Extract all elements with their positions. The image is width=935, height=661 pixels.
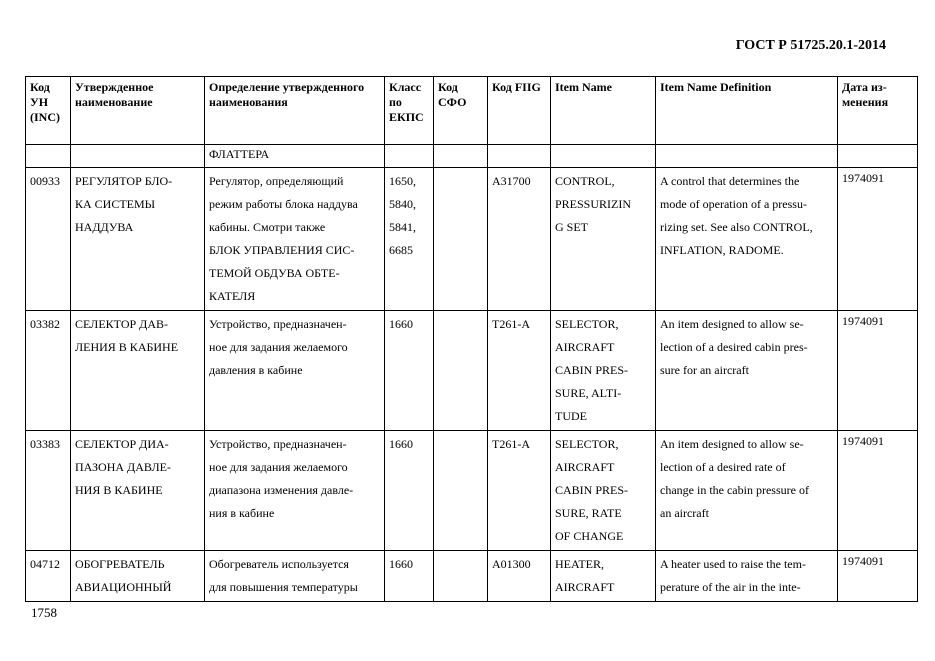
cell-item-def-line: INFLATION, RADOME.: [660, 243, 784, 257]
cell-name-line: АВИАЦИОННЫЙ: [75, 580, 172, 594]
col-header-item-name: Item Name: [551, 77, 656, 145]
cell-definition-line: для повышения температуры: [209, 580, 358, 594]
cell-definition: [205, 311, 385, 431]
cell-item-def-line: perature of the air in the inte-: [660, 580, 801, 594]
cell-code: 00933: [26, 168, 71, 311]
classifier-table: [25, 76, 918, 602]
cell-fiig: T261-A: [488, 431, 551, 551]
cell-name-line: ОБОГРЕВАТЕЛЬ: [75, 557, 165, 571]
cell-definition: [205, 551, 385, 602]
cell-date: 1974091: [838, 431, 918, 551]
cell-definition-line: давления в кабине: [209, 363, 303, 377]
col-header-item-def: Item Name Definition: [656, 77, 838, 145]
cell-name-line: КА СИСТЕМЫ: [75, 197, 156, 211]
cell-date: 1974091: [838, 168, 918, 311]
cell-class-line: 1660: [389, 437, 413, 451]
cell-item-def-line: An item designed to allow se-: [660, 437, 804, 451]
cell-code: 03382: [26, 311, 71, 431]
cell-class: [385, 431, 434, 551]
cell-class: [385, 168, 434, 311]
cell-definition-line: диапазона изменения давле-: [209, 483, 354, 497]
cell-item-name-line: AIRCRAFT: [555, 460, 615, 474]
col-header-fiig: Код FIIG: [488, 77, 551, 145]
page-number: 1758: [31, 605, 57, 620]
cell-definition-line: БЛОК УПРАВЛЕНИЯ СИС-: [209, 243, 355, 257]
cell-item-name-line: SURE, ALTI-: [555, 386, 622, 400]
col-header-class: Класс по ЕКПС: [385, 77, 434, 145]
cell-item-def-line: change in the cabin pressure of: [660, 483, 809, 497]
cell-sfo: [434, 311, 488, 431]
cell-item-name-line: CABIN PRES-: [555, 363, 629, 377]
cell-class-line: 1650,: [389, 174, 416, 188]
cell-item-name: [551, 311, 656, 431]
cell-item-def: [656, 431, 838, 551]
header-row: [26, 77, 918, 145]
cell-sfo: [434, 431, 488, 551]
cell-item-name-line: AIRCRAFT: [555, 340, 615, 354]
cell-date: 1974091: [838, 311, 918, 431]
cell-item-name-line: SELECTOR,: [555, 317, 619, 331]
cell-code: 03383: [26, 431, 71, 551]
cell-item-name: [551, 168, 656, 311]
col-header-sfo: Код СФО: [434, 77, 488, 145]
cell-sfo: [434, 551, 488, 602]
cell-definition-line: Обогреватель используется: [209, 557, 349, 571]
cell-class-line: 5841,: [389, 220, 416, 234]
cell-item-def-line: an aircraft: [660, 506, 709, 520]
table-row: [26, 431, 918, 551]
cell-name: [71, 311, 205, 431]
col-header-code: Код УН (INC): [26, 77, 71, 145]
cell-sfo: [434, 168, 488, 311]
cell-definition: [205, 168, 385, 311]
cell-item-def-line: A control that determines the: [660, 174, 800, 188]
cell-name: [71, 551, 205, 602]
cell-item-name-line: PRESSURIZIN: [555, 197, 632, 211]
cell-name-line: ПАЗОНА ДАВЛЕ-: [75, 460, 171, 474]
cell-fiig: T261-A: [488, 311, 551, 431]
col-header-date: Дата изменения: [838, 77, 918, 145]
cell-item-def: [656, 311, 838, 431]
cell-definition-line: ТЕМОЙ ОБДУВА ОБТЕ-: [209, 266, 340, 280]
cell-class-line: 1660: [389, 317, 413, 331]
cell-item-name-line: SURE, RATE: [555, 506, 622, 520]
cell-item-name-line: G SET: [555, 220, 588, 234]
col-header-name: Утвержденное наименование: [71, 77, 205, 145]
cell-item-name-line: TUDE: [555, 409, 587, 423]
cell-item-def-line: mode of operation of a pressu-: [660, 197, 807, 211]
cell-definition-line: ное для задания желаемого: [209, 340, 348, 354]
cell-item-def: [656, 551, 838, 602]
cell-definition-line: ния в кабине: [209, 506, 275, 520]
cell-item-def: [656, 168, 838, 311]
cell-date: 1974091: [838, 551, 918, 602]
cell-class: [385, 551, 434, 602]
cell-class-line: 1660: [389, 557, 413, 571]
cell-code: 04712: [26, 551, 71, 602]
cell-definition-line: Регулятор, определяющий: [209, 174, 344, 188]
cell-definition-line: Устройство, предназначен-: [209, 317, 347, 331]
cell-class-line: 5840,: [389, 197, 416, 211]
document-id: ГОСТ Р 51725.20.1-2014: [735, 38, 886, 53]
cell-name-line: РЕГУЛЯТОР БЛО-: [75, 174, 173, 188]
cell-definition-line: Устройство, предназначен-: [209, 437, 347, 451]
cell-definition-line: режим работы блока наддува: [209, 197, 358, 211]
cell-definition-line: КАТЕЛЯ: [209, 289, 256, 303]
table-row: [26, 551, 918, 602]
table-row: [26, 311, 918, 431]
cell-name-line: СЕЛЕКТОР ДИА-: [75, 437, 169, 451]
cell-item-name-line: HEATER,: [555, 557, 604, 571]
cell-item-name: [551, 431, 656, 551]
col-header-definition: Определение утвержденного наименования: [205, 77, 385, 145]
cell-name-line: НИЯ В КАБИНЕ: [75, 483, 163, 497]
cell-item-name-line: CABIN PRES-: [555, 483, 629, 497]
cell-item-name-line: SELECTOR,: [555, 437, 619, 451]
cell-definition-line: кабины. Смотри также: [209, 220, 326, 234]
cell-class-line: 6685: [389, 243, 413, 257]
cell-class: [385, 311, 434, 431]
cell-item-name-line: AIRCRAFT: [555, 580, 615, 594]
cell-name-line: СЕЛЕКТОР ДАВ-: [75, 317, 169, 331]
cell-name: [71, 168, 205, 311]
cell-item-def-line: sure for an aircraft: [660, 363, 749, 377]
table-row: [26, 168, 918, 311]
cell-item-def-line: lection of a desired cabin pres-: [660, 340, 808, 354]
cell-name-line: НАДДУВА: [75, 220, 134, 234]
cell-item-def-line: rizing set. See also CONTROL,: [660, 220, 813, 234]
cell-definition: [205, 431, 385, 551]
cell-item-def-line: lection of a desired rate of: [660, 460, 786, 474]
cell-fiig: A31700: [488, 168, 551, 311]
cell-name-line: ЛЕНИЯ В КАБИНЕ: [75, 340, 179, 354]
cell-item-name-line: CONTROL,: [555, 174, 615, 188]
cell-fiig: A01300: [488, 551, 551, 602]
cell-item-def-line: A heater used to raise the tem-: [660, 557, 806, 571]
cell-item-name: [551, 551, 656, 602]
cell-item-def-line: An item designed to allow se-: [660, 317, 804, 331]
cell-name: [71, 431, 205, 551]
continuation-text: ФЛАТТЕРА: [205, 145, 385, 168]
cell-item-name-line: OF CHANGE: [555, 529, 624, 543]
cell-definition-line: ное для задания желаемого: [209, 460, 348, 474]
continuation-row: [26, 145, 918, 168]
